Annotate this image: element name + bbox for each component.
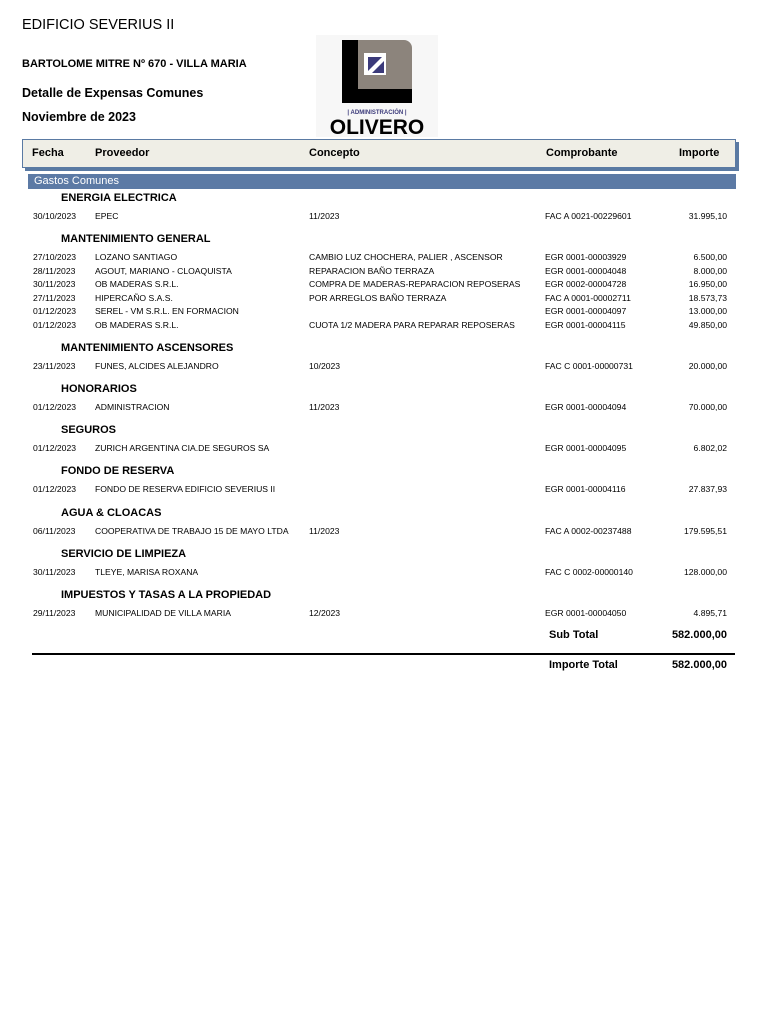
cell-concepto: COMPRA DE MADERAS-REPARACION REPOSERAS — [309, 279, 521, 290]
cell-fecha: 01/12/2023 — [33, 443, 77, 453]
cell-proveedor: ZURICH ARGENTINA CIA.DE SEGUROS SA — [95, 443, 270, 453]
cell-fecha: 01/12/2023 — [33, 402, 77, 412]
cell-comprobante: EGR 0001-00004115 — [545, 320, 626, 330]
cell-proveedor: SEREL - VM S.R.L. EN FORMACION — [95, 306, 239, 317]
cell-proveedor: FONDO DE RESERVA EDIFICIO SEVERIUS II — [95, 484, 276, 494]
group-title: ENERGIA ELECTRICA — [61, 192, 177, 204]
cell-fecha: 28/11/2023 — [33, 265, 76, 276]
cell-concepto: POR ARREGLOS BAÑO TERRAZA — [309, 292, 447, 303]
cell-proveedor: OB MADERAS S.R.L. — [95, 320, 179, 330]
cell-fecha: 01/12/2023 — [33, 484, 77, 494]
cell-fecha: 06/11/2023 — [33, 526, 76, 536]
cell-importe: 16.950,00 — [688, 279, 727, 290]
cell-proveedor: ADMINISTRACION — [95, 402, 170, 412]
expense-row — [0, 279, 768, 292]
logo-name: OLIVERO — [329, 116, 425, 137]
total-divider — [32, 653, 735, 655]
cell-comprobante: EGR 0002-00004728 — [545, 279, 627, 290]
group-title: AGUA & CLOACAS — [61, 507, 162, 519]
cell-importe: 4.895,71 — [693, 608, 727, 618]
cell-importe: 128.000,00 — [683, 567, 727, 577]
cell-proveedor: EPEC — [95, 211, 119, 221]
expense-row — [0, 211, 768, 224]
cell-comprobante: EGR 0001-00004048 — [545, 265, 627, 276]
cell-fecha: 27/11/2023 — [33, 292, 76, 303]
cell-concepto: CAMBIO LUZ CHOCHERA, PALIER , ASCENSOR — [309, 252, 503, 262]
cell-proveedor: HIPERCAÑO S.A.S. — [95, 292, 173, 303]
cell-importe: 13.000,00 — [688, 306, 727, 317]
column-header-fecha: Fecha — [32, 147, 64, 159]
cell-proveedor: OB MADERAS S.R.L. — [95, 279, 179, 290]
expense-row — [0, 252, 768, 265]
cell-importe: 31.995,10 — [688, 211, 727, 221]
cell-proveedor: COOPERATIVA DE TRABAJO 15 DE MAYO LTDA — [95, 526, 289, 536]
expense-row — [0, 361, 768, 374]
cell-comprobante: EGR 0001-00004116 — [545, 484, 626, 494]
cell-importe: 20.000,00 — [688, 361, 727, 371]
cell-proveedor: LOZANO SANTIAGO — [95, 252, 178, 262]
group-title: SEGUROS — [61, 424, 117, 436]
expense-row — [0, 608, 768, 621]
cell-comprobante: FAC A 0021-00229601 — [545, 211, 632, 221]
document-title: Detalle de Expensas Comunes — [22, 86, 204, 100]
cell-proveedor: AGOUT, MARIANO - CLOAQUISTA — [95, 265, 232, 276]
cell-fecha: 01/12/2023 — [33, 306, 77, 317]
cell-concepto: 11/2023 — [309, 211, 340, 221]
cell-importe: 6.802,02 — [693, 443, 727, 453]
cell-concepto: 10/2023 — [309, 361, 341, 371]
column-header-bar — [22, 139, 736, 168]
subtotal-label: Sub Total — [549, 629, 599, 641]
expense-row — [0, 484, 768, 497]
subtotal-value: 582.000,00 — [671, 629, 727, 641]
column-header-proveedor: Proveedor — [95, 147, 150, 159]
cell-fecha: 23/11/2023 — [33, 361, 76, 371]
cell-comprobante: FAC C 0002-00000140 — [545, 567, 633, 577]
cell-comprobante: FAC C 0001-00000731 — [545, 361, 633, 371]
expense-row — [0, 266, 768, 279]
cell-comprobante: FAC A 0001-00002711 — [545, 292, 631, 303]
building-address: BARTOLOME MITRE Nº 670 - VILLA MARIA — [22, 58, 247, 70]
expense-row — [0, 402, 768, 415]
column-header-importe: Importe — [679, 147, 720, 159]
cell-concepto: CUOTA 1/2 MADERA PARA REPARAR REPOSERAS — [309, 320, 515, 330]
group-title: MANTENIMIENTO GENERAL — [61, 233, 211, 245]
cell-comprobante: EGR 0001-00003929 — [545, 252, 627, 262]
cell-concepto: 11/2023 — [309, 402, 340, 412]
cell-comprobante: EGR 0001-00004095 — [545, 443, 627, 453]
cell-importe: 179.595,51 — [683, 526, 727, 536]
logo-subtitle: | ADMINISTRACIÓN | — [347, 110, 407, 116]
cell-fecha: 27/10/2023 — [33, 252, 77, 262]
cell-concepto: REPARACION BAÑO TERRAZA — [309, 265, 435, 276]
group-title: HONORARIOS — [61, 383, 137, 395]
group-title: IMPUESTOS Y TASAS A LA PROPIEDAD — [61, 589, 272, 601]
cell-importe: 8.000,00 — [693, 265, 727, 276]
cell-comprobante: EGR 0001-00004097 — [545, 306, 627, 317]
logo-mark-icon — [316, 35, 438, 137]
expense-row — [0, 293, 768, 306]
cell-importe: 70.000,00 — [688, 402, 727, 412]
expense-row — [0, 526, 768, 539]
billing-period: Noviembre de 2023 — [22, 110, 136, 124]
cell-fecha: 30/10/2023 — [33, 211, 77, 221]
group-title: SERVICIO DE LIMPIEZA — [61, 548, 187, 560]
section-header-gastos-comunes — [28, 174, 736, 189]
cell-concepto: 12/2023 — [309, 608, 341, 618]
group-title: MANTENIMIENTO ASCENSORES — [61, 342, 234, 354]
section-label: Gastos Comunes — [34, 175, 119, 187]
cell-importe: 49.850,00 — [688, 320, 727, 330]
cell-comprobante: EGR 0001-00004050 — [545, 608, 627, 618]
total-label: Importe Total — [549, 659, 618, 671]
cell-importe: 27.837,93 — [688, 484, 727, 494]
expense-row — [0, 320, 768, 333]
column-header-concepto: Concepto — [309, 147, 360, 159]
cell-fecha: 30/11/2023 — [33, 567, 76, 577]
cell-concepto: 11/2023 — [309, 526, 340, 536]
cell-fecha: 30/11/2023 — [33, 279, 76, 290]
total-value: 582.000,00 — [671, 659, 727, 671]
cell-proveedor: TLEYE, MARISA ROXANA — [95, 567, 199, 577]
cell-proveedor: FUNES, ALCIDES ALEJANDRO — [95, 361, 219, 371]
expense-row — [0, 443, 768, 456]
group-title: FONDO DE RESERVA — [61, 465, 175, 477]
expense-row — [0, 306, 768, 319]
expense-row — [0, 567, 768, 580]
column-header-comprobante: Comprobante — [546, 147, 618, 159]
cell-proveedor: MUNICIPALIDAD DE VILLA MARIA — [95, 608, 231, 618]
cell-importe: 6.500,00 — [693, 252, 727, 262]
cell-importe: 18.573,73 — [688, 292, 727, 303]
cell-comprobante: FAC A 0002-00237488 — [545, 526, 632, 536]
cell-comprobante: EGR 0001-00004094 — [545, 402, 627, 412]
cell-fecha: 29/11/2023 — [33, 608, 76, 618]
olivero-logo — [316, 35, 438, 137]
cell-fecha: 01/12/2023 — [33, 320, 77, 330]
building-name: EDIFICIO SEVERIUS II — [22, 17, 175, 33]
